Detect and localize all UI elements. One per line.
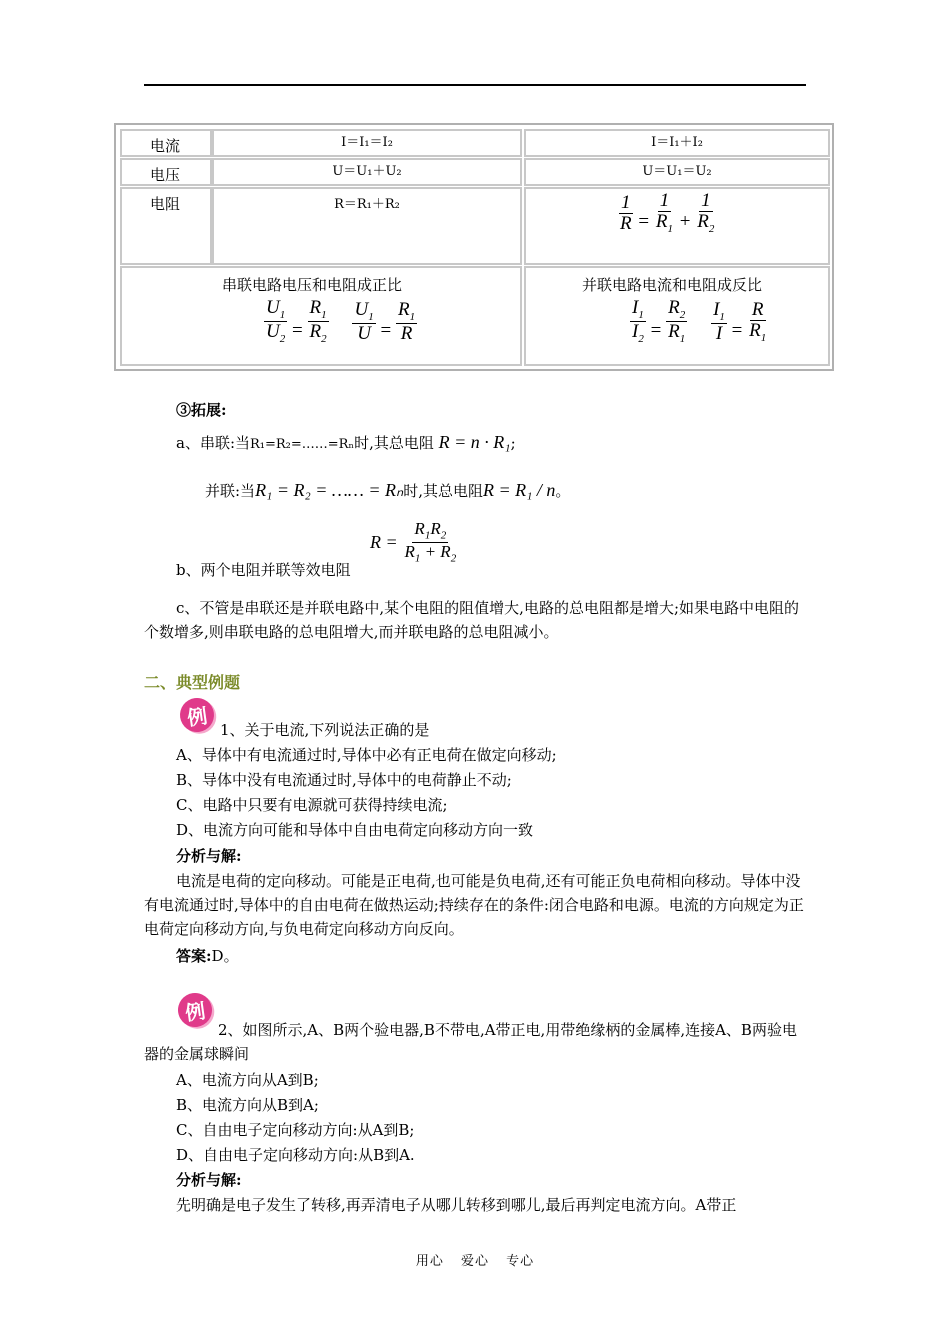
parallel-current: I＝I₁＋I₂ [524, 129, 830, 157]
parallel-ratio-cell: 并联电路电流和电阻成反比 $\frac{I_1}{I_2}$ = $\frac{R_2}{R_1}$ $\frac{I_1}{I}$ = $\frac{R}{R_1}$ [524, 266, 830, 366]
series-ratio-cell: 串联电路电压和电阻成正比 $\frac{U_1}{U_2}$ = $\frac{R_1}{R_2}$ $\frac{U_1}{U}$ = $\frac{R_1}{R}$ [120, 266, 522, 366]
series-ratio-formula: $\frac{U_1}{U_2}$ = $\frac{R_1}{R_2}$ $\frac{U_1}{U}$ = $\frac{R_1}{R}$ [266, 297, 416, 346]
section-title: 二、典型例题 [144, 673, 241, 692]
example1-option-d: D、电流方向可能和导体中自由电荷定向移动方向一致 [176, 821, 534, 839]
example2-analysis: 先明确是电子发生了转移,再弄清电子从哪儿转移到哪儿,最后再判定电流方向。A带正 [176, 1196, 737, 1214]
row-label-voltage: 电压 [120, 158, 212, 186]
extension-a-parallel: 并联:当R₁ = R₂ = …… = Rₙ时,其总电阻R = R₁ / n。 [205, 480, 571, 500]
example2-option-b: B、电流方向从B到A; [176, 1096, 319, 1114]
example2-question: 2、如图所示,A、B两个验电器,B不带电,A带正电,用带绝缘柄的金属棒,连接A、B两验电器的金属球瞬间 [144, 1021, 797, 1063]
series-resistance: R＝R₁＋R₂ [212, 187, 522, 265]
series-current: I＝I₁＝I₂ [212, 129, 522, 157]
header-rule [144, 84, 806, 86]
example-badge-icon: 例 [178, 696, 216, 734]
example2-option-d: D、自由电子定向移动方向:从B到A. [176, 1146, 415, 1164]
page-footer: 用心 爱心 专心 [415, 1254, 535, 1269]
example1-question: 1、关于电流,下列说法正确的是 [220, 721, 430, 739]
extension-c: c、不管是串联还是并联电路中,某个电阻的阻值增大,电路的总电阻都是增大;如果电路中电阻的个数增多,则串联电路的总电阻增大,而并联电路的总电阻减小。 [144, 599, 799, 641]
example-badge-icon: 例 [176, 991, 214, 1029]
circuit-table [114, 123, 834, 371]
parallel-resistance [524, 187, 830, 265]
extension-b: b、两个电阻并联等效电阻 [176, 561, 351, 579]
example2-option-a: A、电流方向从A到B; [176, 1071, 319, 1089]
row-label-current: 电流 [120, 129, 212, 157]
parallel-voltage: U＝U₁＝U₂ [524, 158, 830, 186]
row-label-resistance: 电阻 [120, 187, 212, 265]
example1-answer: 答案:D。 [176, 947, 239, 965]
example1-option-b: B、导体中没有电流通过时,导体中的电荷静止不动; [176, 771, 512, 789]
parallel-ratio-formula: $\frac{I_1}{I_2}$ = $\frac{R_2}{R_1}$ $\frac{I_1}{I}$ = $\frac{R}{R_1}$ [632, 297, 767, 346]
example2-option-c: C、自由电子定向移动方向:从A到B; [176, 1121, 415, 1139]
series-voltage: U＝U₁＋U₂ [212, 158, 522, 186]
example1-analysis: 电流是电荷的定向移动。可能是正电荷,也可能是负电荷,还有可能正负电荷相向移动。导体中没有电流通过时,导体中的自由电荷在做热运动;持续存在的条件:闭合电路和电源。电流的方向规定为正电荷定向移动方向,与负电荷定向移动方向反向。 [144, 872, 804, 938]
example1-option-a: A、导体中有电流通过时,导体中必有正电荷在做定向移动; [176, 746, 557, 764]
extension-a-series: a、串联:当R₁=R₂=……=Rₙ时,其总电阻 R = n · R₁; [176, 432, 516, 452]
example1-analysis-label: 分析与解: [176, 847, 242, 865]
extension-heading: ③拓展: [176, 401, 227, 419]
equivalent-resistance-formula: R = $\frac{R_1R_2}{R_1 + R_2}$ [370, 519, 457, 565]
example2-analysis-label: 分析与解: [176, 1171, 242, 1189]
parallel-resistance-formula: $\frac{1}{R}$ = $\frac{1}{R_1}$ + $\frac{1}{R_2}$ [620, 190, 715, 235]
example1-option-c: C、电路中只要有电源就可获得持续电流; [176, 796, 448, 814]
